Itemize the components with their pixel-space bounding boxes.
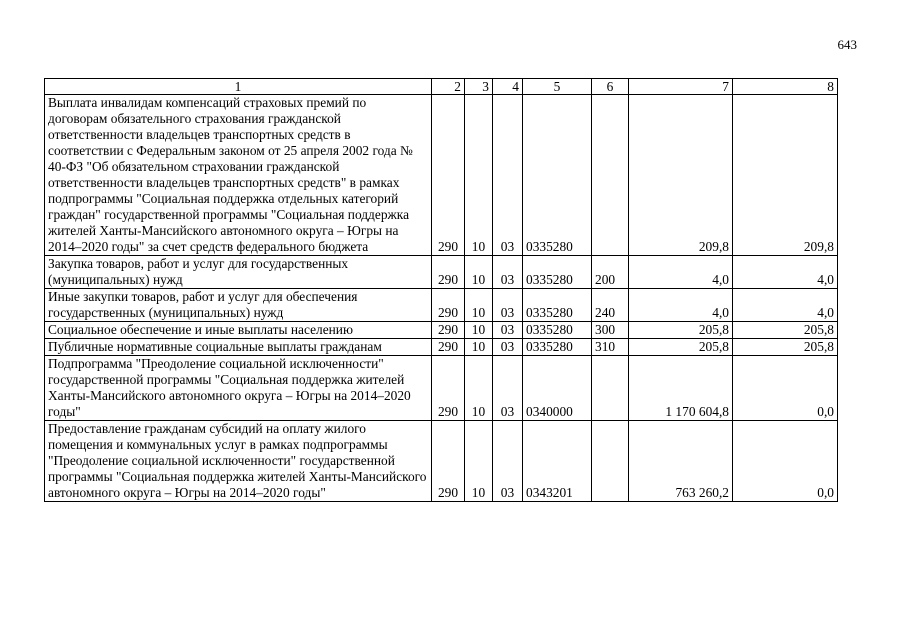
header-cell: 3 [465, 79, 493, 95]
cell-4: 03 [493, 256, 523, 289]
table-row [45, 339, 838, 356]
table-row [45, 356, 838, 421]
cell-8: 209,8 [733, 95, 838, 256]
cell-8: 4,0 [733, 256, 838, 289]
cell-6 [592, 356, 629, 421]
header-cell: 8 [733, 79, 838, 95]
cell-2: 290 [432, 95, 465, 256]
page-number: 643 [837, 37, 857, 52]
cell-4: 03 [493, 421, 523, 502]
cell-8: 4,0 [733, 289, 838, 322]
cell-7: 209,8 [629, 95, 733, 256]
row-description: Закупка товаров, работ и услуг для государственных (муниципальных) нужд [45, 256, 432, 289]
cell-4: 03 [493, 339, 523, 356]
cell-3: 10 [465, 256, 493, 289]
row-description: Предоставление гражданам субсидий на оплату жилого помещения и коммунальных услуг в рамках подпрограммы "Преодоление социальной исключенности" государственной программы "Социальная поддержка жителей Ханты-Мансийского автономного округа – Югры на 2014–2020 годы" [45, 421, 432, 502]
cell-5: 0343201 [523, 421, 592, 502]
cell-7: 763 260,2 [629, 421, 733, 502]
header-cell: 2 [432, 79, 465, 95]
cell-3: 10 [465, 289, 493, 322]
table-row [45, 95, 838, 256]
cell-5: 0335280 [523, 322, 592, 339]
cell-7: 4,0 [629, 256, 733, 289]
cell-4: 03 [493, 322, 523, 339]
cell-8: 0,0 [733, 421, 838, 502]
cell-5: 0340000 [523, 356, 592, 421]
cell-4: 03 [493, 289, 523, 322]
row-description: Подпрограмма "Преодоление социальной исключенности" государственной программы "Социальная поддержка жителей Ханты-Мансийского автономного округа – Югры на 2014–2020 годы" [45, 356, 432, 421]
budget-table [44, 78, 838, 502]
cell-6: 300 [592, 322, 629, 339]
cell-5: 0335280 [523, 256, 592, 289]
header-cell: 6 [592, 79, 629, 95]
cell-6: 240 [592, 289, 629, 322]
cell-7: 205,8 [629, 322, 733, 339]
cell-7: 1 170 604,8 [629, 356, 733, 421]
row-description: Выплата инвалидам компенсаций страховых премий по договорам обязательного страхования гражданской ответственности владельцев транспортных средств в соответствии с Федеральным законом от 25 апреля 2002 года № 40-ФЗ "Об обязательном страховании гражданской ответственности владельцев транспортных средств" в рамках подпрограммы "Социальная поддержка отдельных категорий граждан" государственной программы "Социальная поддержка жителей Ханты-Мансийского автономного округа – Югры на 2014–2020 годы" за счет средств федерального бюджета [45, 95, 432, 256]
header-cell: 7 [629, 79, 733, 95]
cell-6: 200 [592, 256, 629, 289]
cell-5: 0335280 [523, 289, 592, 322]
cell-3: 10 [465, 356, 493, 421]
cell-2: 290 [432, 256, 465, 289]
cell-2: 290 [432, 339, 465, 356]
cell-8: 205,8 [733, 339, 838, 356]
cell-2: 290 [432, 322, 465, 339]
cell-7: 205,8 [629, 339, 733, 356]
table-row [45, 421, 838, 502]
cell-2: 290 [432, 421, 465, 502]
cell-4: 03 [493, 356, 523, 421]
row-description: Социальное обеспечение и иные выплаты населению [45, 322, 432, 339]
cell-5: 0335280 [523, 95, 592, 256]
cell-3: 10 [465, 339, 493, 356]
cell-2: 290 [432, 356, 465, 421]
cell-5: 0335280 [523, 339, 592, 356]
cell-6 [592, 95, 629, 256]
cell-8: 205,8 [733, 322, 838, 339]
header-cell: 1 [45, 79, 432, 95]
table-header-row [45, 79, 838, 95]
row-description: Публичные нормативные социальные выплаты гражданам [45, 339, 432, 356]
table-row [45, 256, 838, 289]
cell-6 [592, 421, 629, 502]
cell-2: 290 [432, 289, 465, 322]
cell-8: 0,0 [733, 356, 838, 421]
table-row [45, 289, 838, 322]
header-cell: 5 [523, 79, 592, 95]
cell-4: 03 [493, 95, 523, 256]
cell-3: 10 [465, 95, 493, 256]
cell-7: 4,0 [629, 289, 733, 322]
cell-3: 10 [465, 322, 493, 339]
table-row [45, 322, 838, 339]
cell-3: 10 [465, 421, 493, 502]
header-cell: 4 [493, 79, 523, 95]
cell-6: 310 [592, 339, 629, 356]
row-description: Иные закупки товаров, работ и услуг для обеспечения государственных (муниципальных) нужд [45, 289, 432, 322]
